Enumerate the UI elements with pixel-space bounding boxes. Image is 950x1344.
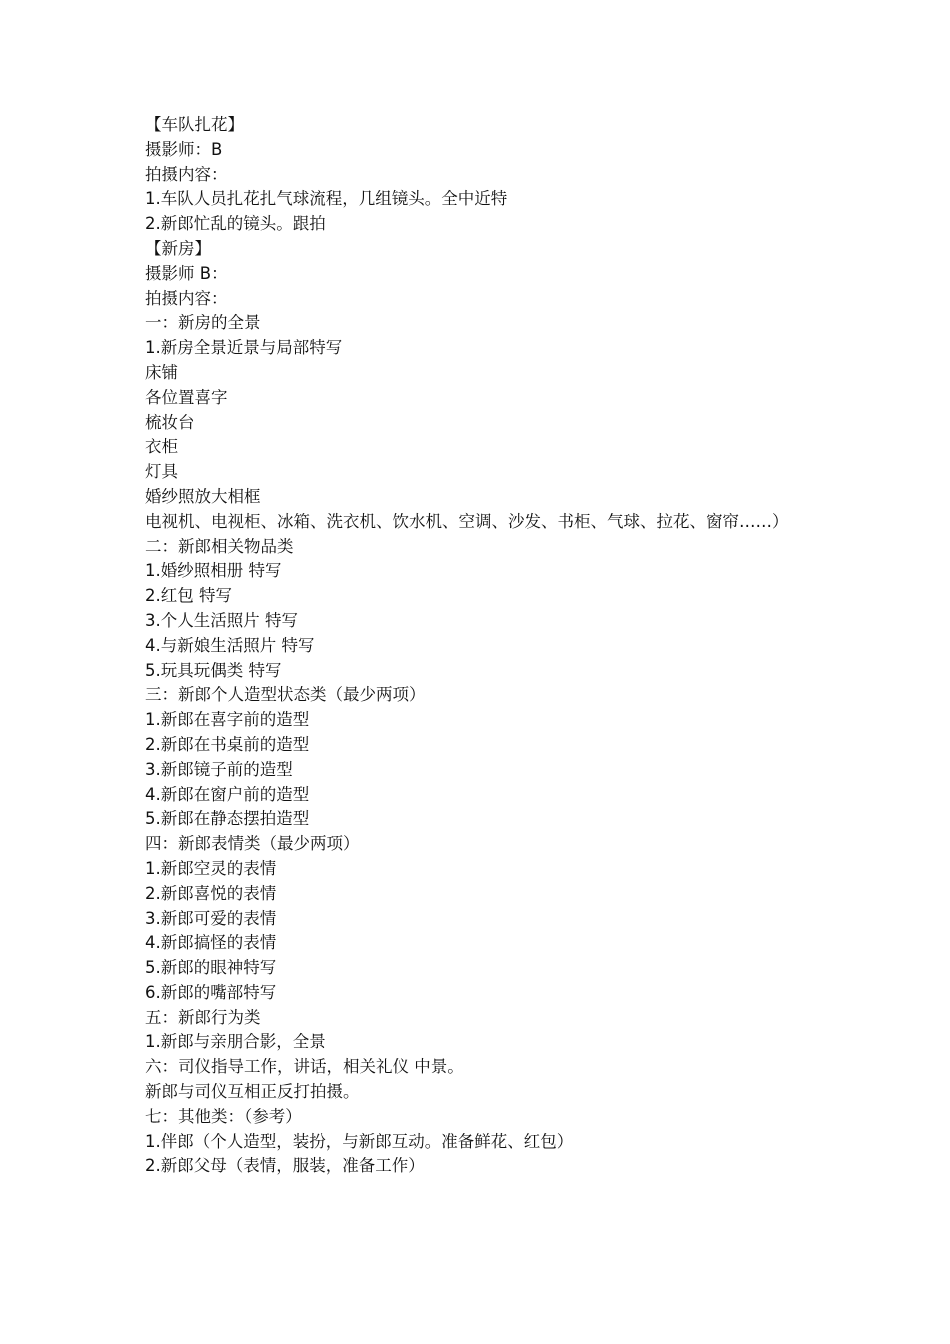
text-line-wrapped: 电视机、电视柜、冰箱、洗衣机、饮水机、空调、沙发、书柜、气球、拉花、窗帘……）	[145, 511, 789, 531]
text-line: 梳妆台	[145, 412, 195, 432]
text-line: 6.新郎的嘴部特写	[145, 982, 277, 1002]
text-line: 2.新郎忙乱的镜头。跟拍	[145, 214, 326, 234]
text-line: 1.婚纱照相册 特写	[145, 561, 282, 581]
subheading-2: 二：新郎相关物品类	[145, 536, 294, 556]
text-line: 床铺	[145, 362, 178, 382]
text-line: 摄影师 B：	[145, 263, 228, 283]
document-body	[145, 113, 825, 1179]
text-line: 4.与新娘生活照片 特写	[145, 635, 315, 655]
section-heading-new-house: 【新房】	[145, 238, 211, 258]
text-line: 衣柜	[145, 437, 178, 457]
text-line: 5.新郎在静态摆拍造型	[145, 809, 310, 829]
text-line: 1.新房全景近景与局部特写	[145, 338, 343, 358]
subheading-4: 四：新郎表情类（最少两项）	[145, 834, 360, 854]
text-line: 5.玩具玩偶类 特写	[145, 660, 282, 680]
subheading-3: 三：新郎个人造型状态类（最少两项）	[145, 685, 426, 705]
text-line: 拍摄内容：	[145, 164, 228, 184]
text-line: 1.新郎空灵的表情	[145, 858, 277, 878]
text-line: 3.新郎可爱的表情	[145, 908, 277, 928]
text-line: 3.新郎镜子前的造型	[145, 759, 293, 779]
text-line: 拍摄内容：	[145, 288, 228, 308]
section-heading-car-flowers: 【车队扎花】	[145, 115, 244, 134]
text-line: 5.新郎的眼神特写	[145, 958, 277, 978]
text-line: 2.新郎喜悦的表情	[145, 883, 277, 903]
text-line: 1.新郎在喜字前的造型	[145, 710, 310, 730]
text-line: 2.红包 特写	[145, 586, 232, 606]
text-line: 各位置喜字	[145, 387, 228, 407]
text-line: 1.车队人员扎花扎气球流程，几组镜头。全中近特	[145, 189, 508, 209]
text-line: 摄影师：B	[145, 139, 223, 159]
text-line: 4.新郎搞怪的表情	[145, 933, 277, 953]
subheading-1: 一：新房的全景	[145, 313, 261, 333]
subheading-6: 六：司仪指导工作，讲话，相关礼仪 中景。	[145, 1057, 464, 1077]
text-line: 灯具	[145, 462, 178, 482]
text-line: 2.新郎在书桌前的造型	[145, 734, 310, 754]
text-line: 新郎与司仪互相正反打拍摄。	[145, 1082, 360, 1102]
subheading-5: 五：新郎行为类	[145, 1007, 261, 1027]
text-line: 1.新郎与亲朋合影，全景	[145, 1032, 326, 1052]
text-line: 婚纱照放大相框	[145, 486, 261, 506]
text-line: 2.新郎父母（表情，服装，准备工作）	[145, 1156, 425, 1176]
text-line: 1.伴郎（个人造型，装扮，与新郎互动。准备鲜花、红包）	[145, 1131, 574, 1151]
subheading-7: 七：其他类：（参考）	[145, 1106, 302, 1126]
text-line: 4.新郎在窗户前的造型	[145, 784, 310, 804]
text-line: 3.个人生活照片 特写	[145, 610, 298, 630]
